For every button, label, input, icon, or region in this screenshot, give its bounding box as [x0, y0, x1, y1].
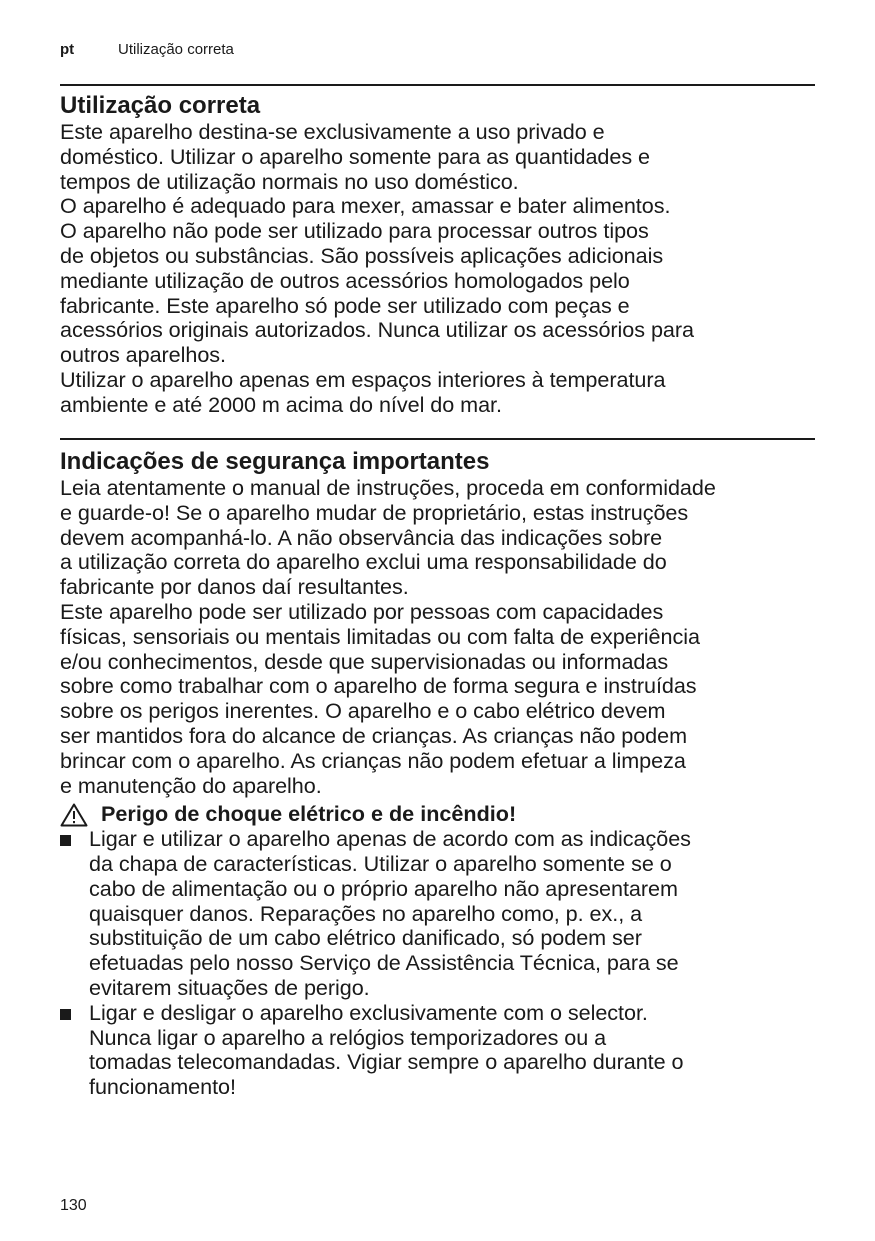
text-line: e guarde-o! Se o aparelho mudar de proprietário, estas instruções — [60, 499, 689, 525]
text-line: doméstico. Utilizar o aparelho somente para as quantidades e — [60, 143, 650, 169]
section-correct-use — [60, 84, 815, 418]
text-line: e/ou conhecimentos, desde que supervisionadas ou informadas — [60, 648, 669, 674]
text-line: tempos de utilização normais no uso doméstico. — [60, 168, 519, 194]
text-line: sobre como trabalhar com o aparelho de forma segura e instruídas — [60, 673, 697, 699]
text-line: e manutenção do aparelho. — [60, 772, 322, 798]
section-safety-instructions — [60, 438, 815, 1100]
bullet-square-icon — [60, 835, 71, 846]
text-line: Utilizar o aparelho apenas em espaços interiores à temperatura — [60, 366, 666, 392]
text-line: de objetos ou substâncias. São possíveis aplicações adicionais — [60, 242, 664, 268]
warning-triangle-icon — [60, 803, 88, 827]
warning-title: Perigo de choque elétrico e de incêndio! — [101, 801, 517, 827]
text-line: Este aparelho destina-se exclusivamente a uso privado e — [60, 119, 605, 144]
text-line: efetuadas pelo nosso Serviço de Assistência Técnica, para se — [89, 950, 679, 976]
text-line: O aparelho não pode ser utilizado para processar outros tipos — [60, 218, 649, 244]
section-body — [60, 476, 815, 798]
text-line: Ligar e desligar o aparelho exclusivamente com o selector. — [89, 999, 648, 1025]
text-line: a utilização correta do aparelho exclui uma responsabilidade do — [60, 549, 667, 575]
text-line: O aparelho é adequado para mexer, amassar e bater alimentos. — [60, 193, 671, 219]
text-line: evitarem situações de perigo. — [89, 974, 370, 1000]
text-line: físicas, sensoriais ou mentais limitadas ou com falta de experiência — [60, 623, 700, 649]
section-body — [60, 120, 815, 418]
text-line: ser mantidos fora do alcance de crianças. As crianças não podem — [60, 722, 688, 748]
text-line: funcionamento! — [89, 1074, 236, 1100]
section-title: Indicações de segurança importantes — [60, 448, 490, 475]
text-line: acessórios originais autorizados. Nunca utilizar os acessórios para — [60, 317, 694, 343]
text-line: substituição de um cabo elétrico danificado, só podem ser — [89, 925, 642, 951]
list-item — [60, 827, 815, 1001]
text-line: fabricante por danos daí resultantes. — [60, 574, 409, 600]
manual-page — [60, 0, 815, 1241]
page-number: 130 — [60, 1197, 87, 1214]
running-header-title: Utilização correta — [118, 41, 234, 58]
bullet-square-icon — [60, 1009, 71, 1020]
text-line: sobre os perigos inerentes. O aparelho e o cabo elétrico devem — [60, 698, 666, 724]
text-line: mediante utilização de outros acessórios homologados pelo — [60, 267, 630, 293]
text-line: Ligar e utilizar o aparelho apenas de acordo com as indicações — [89, 826, 691, 852]
text-line: tomadas telecomandadas. Vigiar sempre o aparelho durante o — [89, 1049, 684, 1075]
warning-heading — [60, 802, 815, 827]
text-line: brincar com o aparelho. As crianças não podem efetuar a limpeza — [60, 747, 686, 773]
text-line: da chapa de características. Utilizar o aparelho somente se o — [89, 850, 672, 876]
text-line: Leia atentamente o manual de instruções, proceda em conformidade — [60, 475, 716, 500]
language-code: pt — [60, 41, 75, 58]
text-line: devem acompanhá-lo. A não observância das indicações sobre — [60, 524, 663, 550]
text-line: cabo de alimentação ou o próprio aparelho não apresentarem — [89, 875, 678, 901]
text-line: ambiente e até 2000 m acima do nível do mar. — [60, 391, 502, 417]
section-title: Utilização correta — [60, 92, 261, 119]
text-line: quaisquer danos. Reparações no aparelho como, p. ex., a — [89, 900, 643, 926]
safety-bullet-list — [60, 827, 815, 1100]
text-line: Nunca ligar o aparelho a relógios temporizadores ou a — [89, 1024, 607, 1050]
text-line: fabricante. Este aparelho só pode ser utilizado com peças e — [60, 292, 630, 318]
list-item — [60, 1001, 815, 1100]
running-header — [60, 40, 234, 60]
text-line: Este aparelho pode ser utilizado por pessoas com capacidades — [60, 598, 664, 624]
text-line: outros aparelhos. — [60, 342, 227, 368]
